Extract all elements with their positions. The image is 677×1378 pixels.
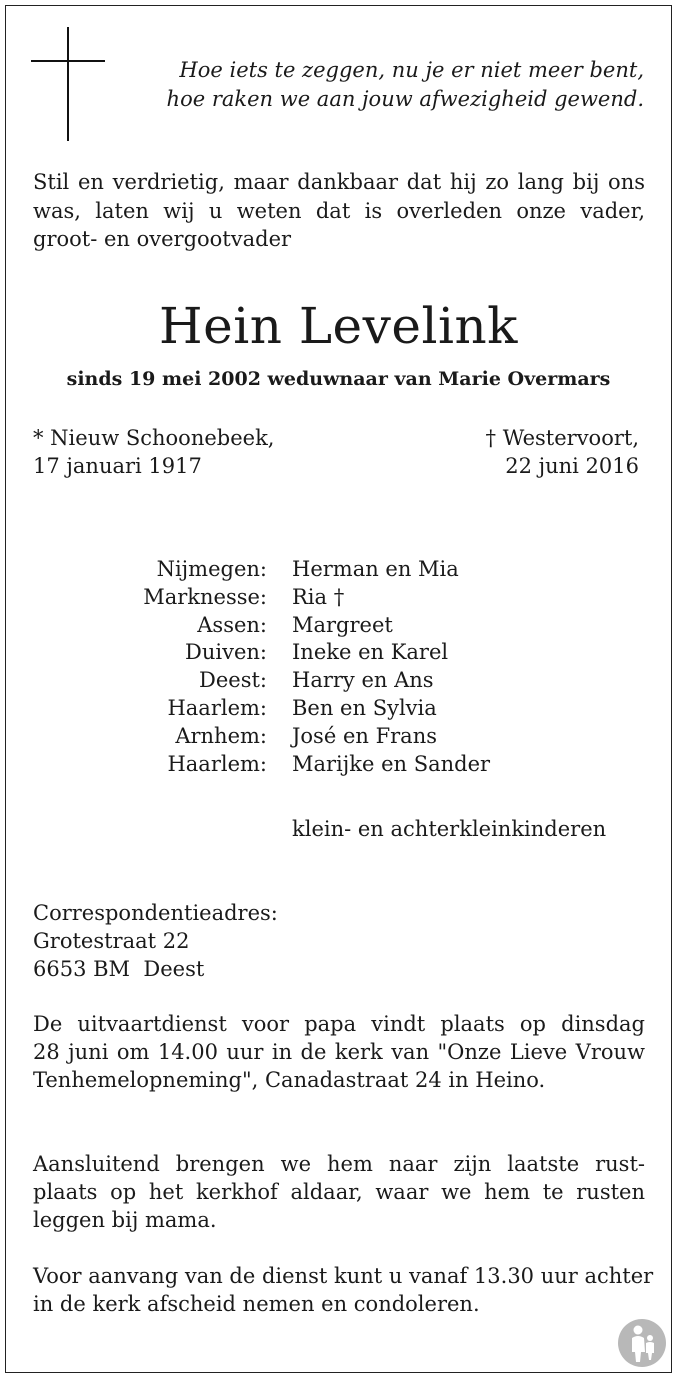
paragraph-line: in de kerk afscheid nemen en condoleren.	[33, 1292, 480, 1316]
correspondence-address	[33, 899, 278, 983]
widower-note: sinds 19 mei 2002 weduwnaar van Marie Overmars	[66, 368, 611, 390]
paragraph-line: Aansluitend brengen we hem naar zijn laatste rust-	[33, 1152, 645, 1176]
deceased-name: Hein Levelink	[159, 297, 518, 355]
intro-text	[33, 168, 645, 254]
family-names: Herman en Mia	[292, 557, 459, 581]
intro-line: was, laten wij u weten dat is overleden onze vader,	[33, 198, 645, 223]
family-place: Haarlem:	[167, 695, 267, 720]
family-names: Margreet	[292, 612, 393, 637]
address-street: Grotestraat 22	[33, 929, 190, 953]
family-place: Arnhem:	[175, 723, 267, 748]
birth-date: 17 januari 1917	[33, 454, 202, 478]
service-paragraph	[33, 1010, 645, 1094]
family-row	[0, 695, 677, 723]
family-row	[0, 584, 677, 612]
intro-line: groot- en overgootvader	[33, 227, 292, 251]
paragraph-line: leggen bij mama.	[33, 1208, 217, 1232]
death-info	[486, 424, 639, 480]
family-names: Ben en Sylvia	[292, 695, 437, 720]
family-names: Harry en Ans	[292, 668, 434, 693]
farewell-paragraph	[33, 1262, 654, 1318]
family-names: Marijke en Sander	[292, 751, 491, 776]
family-place: Duiven:	[185, 640, 267, 665]
family-row	[0, 639, 677, 667]
death-date: 22 juni 2016	[505, 454, 639, 478]
quote-line: hoe raken we aan jouw afwezigheid gewend.	[166, 87, 644, 111]
paragraph-line: De uitvaartdienst voor papa vindt plaats op dinsdag	[33, 1012, 645, 1036]
death-place: † Westervoort,	[485, 426, 639, 450]
family-place: Deest:	[199, 668, 267, 693]
family-place: Marknesse:	[143, 584, 267, 609]
family-row	[0, 556, 677, 584]
paragraph-line: Voor aanvang van de dienst kunt u vanaf 13.30 uur achter	[33, 1264, 654, 1288]
family-row	[0, 723, 677, 751]
family-names: Ineke en Karel	[292, 640, 449, 665]
family-row	[0, 612, 677, 640]
cross-icon	[31, 27, 105, 141]
birth-place: * Nieuw Schoonebeek,	[33, 426, 275, 450]
family-place: Nijmegen:	[156, 557, 267, 581]
intro-line: Stil en verdrietig, maar dankbaar dat hij zo lang bij ons	[33, 170, 645, 194]
birth-info	[33, 424, 274, 480]
family-list	[0, 556, 677, 778]
address-city: 6653 BM Deest	[33, 957, 205, 981]
burial-paragraph	[33, 1150, 645, 1234]
paragraph-line: Tenhemelopneming", Canadastraat 24 in Heino.	[33, 1068, 546, 1092]
grandchildren-line: klein- en achterkleinkinderen	[292, 817, 607, 841]
memorial-logo-icon	[617, 1318, 667, 1368]
quote-line: Hoe iets te zeggen, nu je er niet meer bent,	[179, 58, 644, 82]
opening-quote	[167, 56, 644, 114]
family-names: José en Frans	[292, 723, 438, 748]
family-row	[0, 751, 677, 779]
paragraph-line: 28 juni om 14.00 uur in de kerk van "Onze Lieve Vrouw	[33, 1040, 645, 1064]
address-label: Correspondentieadres:	[33, 901, 278, 925]
family-place: Assen:	[197, 612, 267, 637]
paragraph-line: plaats op het kerkhof aldaar, waar we hem te rusten	[33, 1180, 645, 1204]
family-names: Ria †	[292, 584, 345, 609]
family-place: Haarlem:	[167, 751, 267, 776]
family-row	[0, 667, 677, 695]
